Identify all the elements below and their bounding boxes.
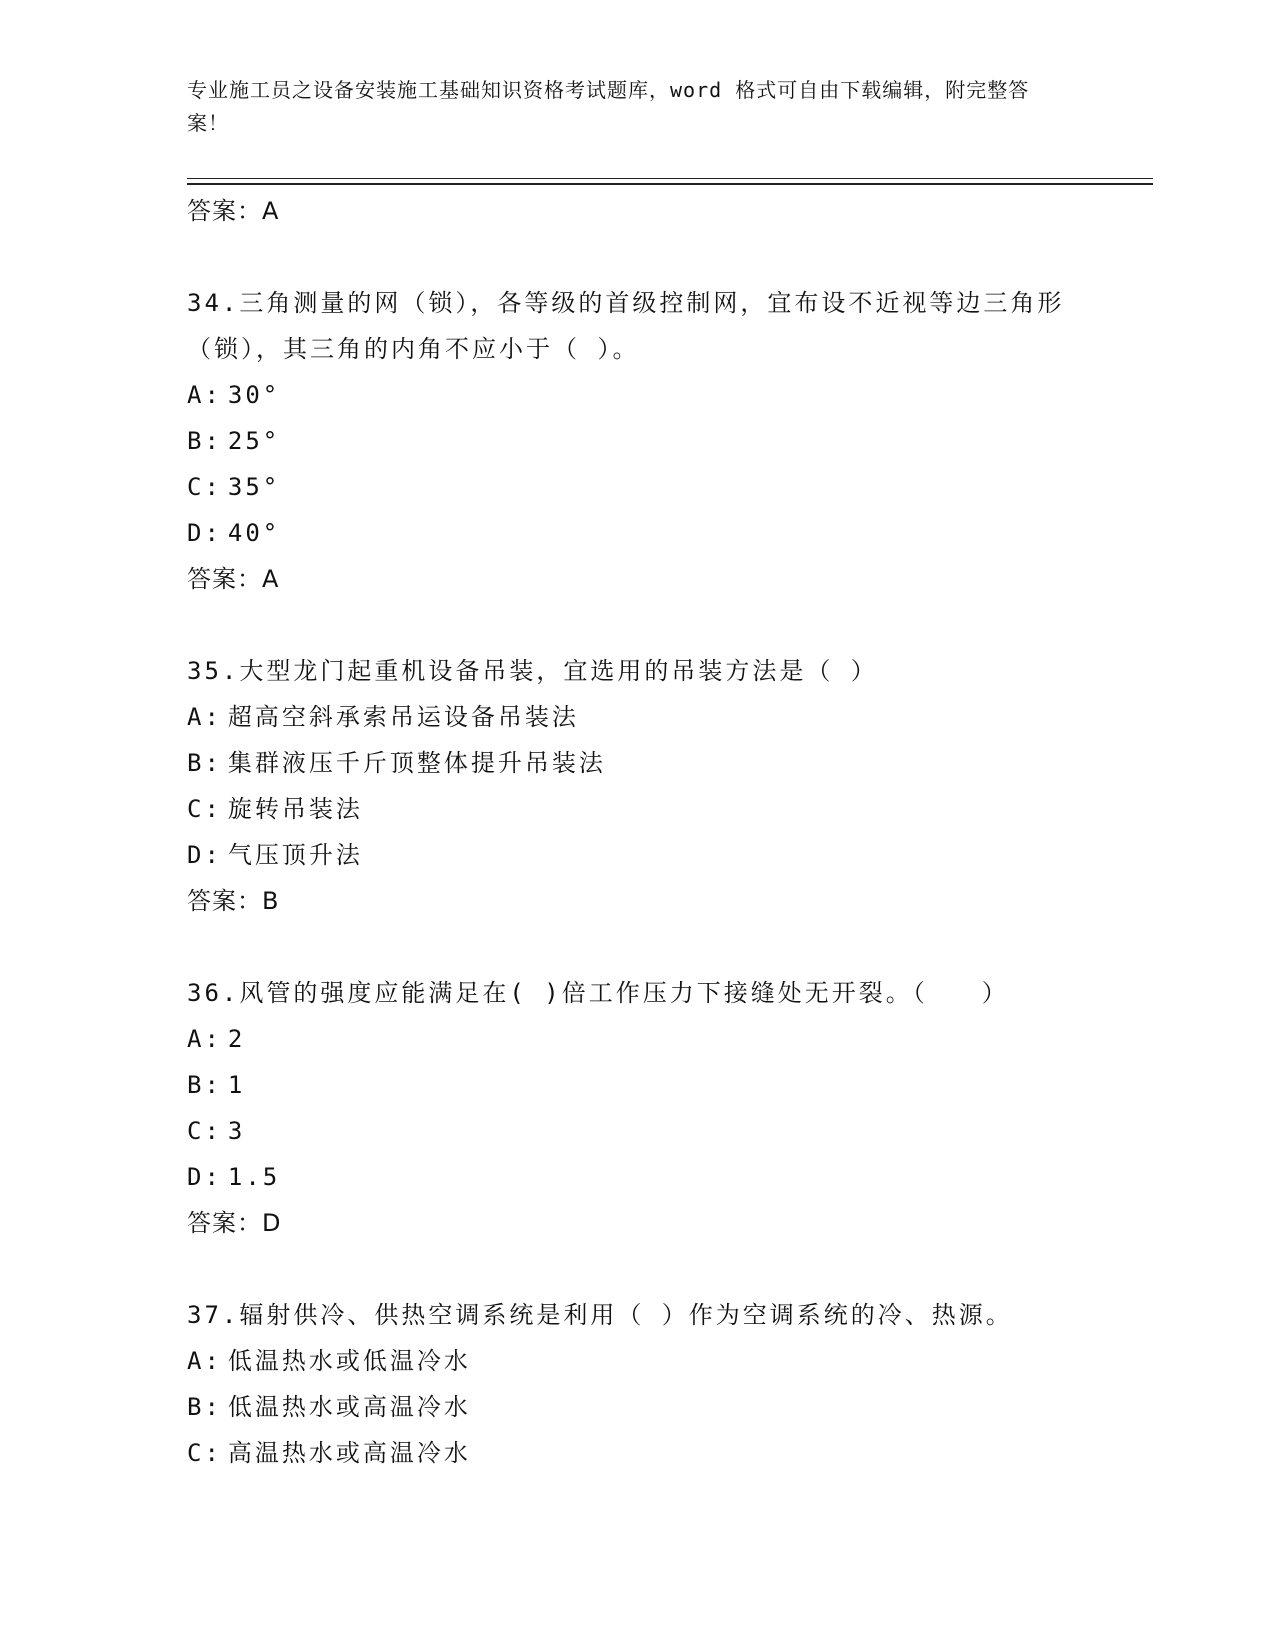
question-stem: 36.风管的强度应能满足在( )倍工作压力下接缝处无开裂。（ ） bbox=[187, 979, 1009, 1007]
option-letter: B: bbox=[187, 427, 222, 455]
option-b bbox=[187, 418, 1153, 464]
option-b bbox=[187, 740, 1153, 786]
spacer bbox=[187, 1246, 1153, 1292]
option-text: 1 bbox=[227, 1071, 246, 1099]
option-letter: C: bbox=[187, 795, 222, 823]
option-letter: D: bbox=[187, 1163, 222, 1191]
option-a bbox=[187, 694, 1153, 740]
header-rule-thick bbox=[187, 183, 1153, 185]
option-letter: A: bbox=[187, 1025, 222, 1053]
answer-line: 答案：A bbox=[187, 565, 280, 593]
option-letter: B: bbox=[187, 1071, 222, 1099]
option-text: 超高空斜承索吊运设备吊装法 bbox=[227, 703, 579, 731]
option-text: 3 bbox=[227, 1117, 246, 1145]
header-rule-thin bbox=[187, 178, 1153, 179]
option-letter: B: bbox=[187, 1393, 222, 1421]
option-letter: C: bbox=[187, 1439, 222, 1467]
option-text: 高温热水或高温冷水 bbox=[227, 1439, 471, 1467]
option-a bbox=[187, 372, 1153, 418]
question-block bbox=[187, 648, 1153, 924]
option-c bbox=[187, 1430, 1153, 1476]
option-a bbox=[187, 1016, 1153, 1062]
question-stem: 34.三角测量的网（锁），各等级的首级控制网，宜布设不近视等边三角形（锁），其三角的内角不应小于（ ）。 bbox=[187, 289, 1065, 363]
option-d bbox=[187, 1154, 1153, 1200]
option-text: 低温热水或低温冷水 bbox=[227, 1347, 471, 1375]
question-stem: 35.大型龙门起重机设备吊装，宜选用的吊装方法是（ ） bbox=[187, 657, 878, 685]
option-text: 40° bbox=[227, 519, 281, 547]
option-text: 1.5 bbox=[227, 1163, 281, 1191]
document-body bbox=[187, 188, 1153, 1476]
option-letter: C: bbox=[187, 1117, 222, 1145]
option-text: 2 bbox=[227, 1025, 246, 1053]
option-b bbox=[187, 1062, 1153, 1108]
option-b bbox=[187, 1384, 1153, 1430]
option-text: 集群液压千斤顶整体提升吊装法 bbox=[227, 749, 606, 777]
option-text: 30° bbox=[227, 381, 281, 409]
option-c bbox=[187, 786, 1153, 832]
document-header: 专业施工员之设备安装施工基础知识资格考试题库，word 格式可自由下载编辑，附完整答案！ bbox=[187, 78, 1030, 135]
option-text: 低温热水或高温冷水 bbox=[227, 1393, 471, 1421]
question-block bbox=[187, 970, 1153, 1246]
option-d bbox=[187, 510, 1153, 556]
option-letter: B: bbox=[187, 749, 222, 777]
answer-line: 答案：B bbox=[187, 887, 280, 915]
option-c bbox=[187, 464, 1153, 510]
spacer bbox=[187, 234, 1153, 280]
option-text: 25° bbox=[227, 427, 281, 455]
option-a bbox=[187, 1338, 1153, 1384]
question-block bbox=[187, 280, 1153, 602]
answer-line: 答案：A bbox=[187, 197, 280, 225]
option-letter: A: bbox=[187, 1347, 222, 1375]
option-letter: D: bbox=[187, 841, 222, 869]
option-text: 35° bbox=[227, 473, 281, 501]
option-text: 气压顶升法 bbox=[227, 841, 363, 869]
question-block bbox=[187, 1292, 1153, 1476]
spacer bbox=[187, 602, 1153, 648]
option-letter: C: bbox=[187, 473, 222, 501]
spacer bbox=[187, 924, 1153, 970]
option-letter: A: bbox=[187, 703, 222, 731]
option-letter: D: bbox=[187, 519, 222, 547]
option-text: 旋转吊装法 bbox=[227, 795, 363, 823]
option-letter: A: bbox=[187, 381, 222, 409]
question-stem: 37.辐射供冷、供热空调系统是利用（ ）作为空调系统的冷、热源。 bbox=[187, 1301, 1013, 1329]
option-d bbox=[187, 832, 1153, 878]
option-c bbox=[187, 1108, 1153, 1154]
answer-line: 答案：D bbox=[187, 1209, 282, 1237]
